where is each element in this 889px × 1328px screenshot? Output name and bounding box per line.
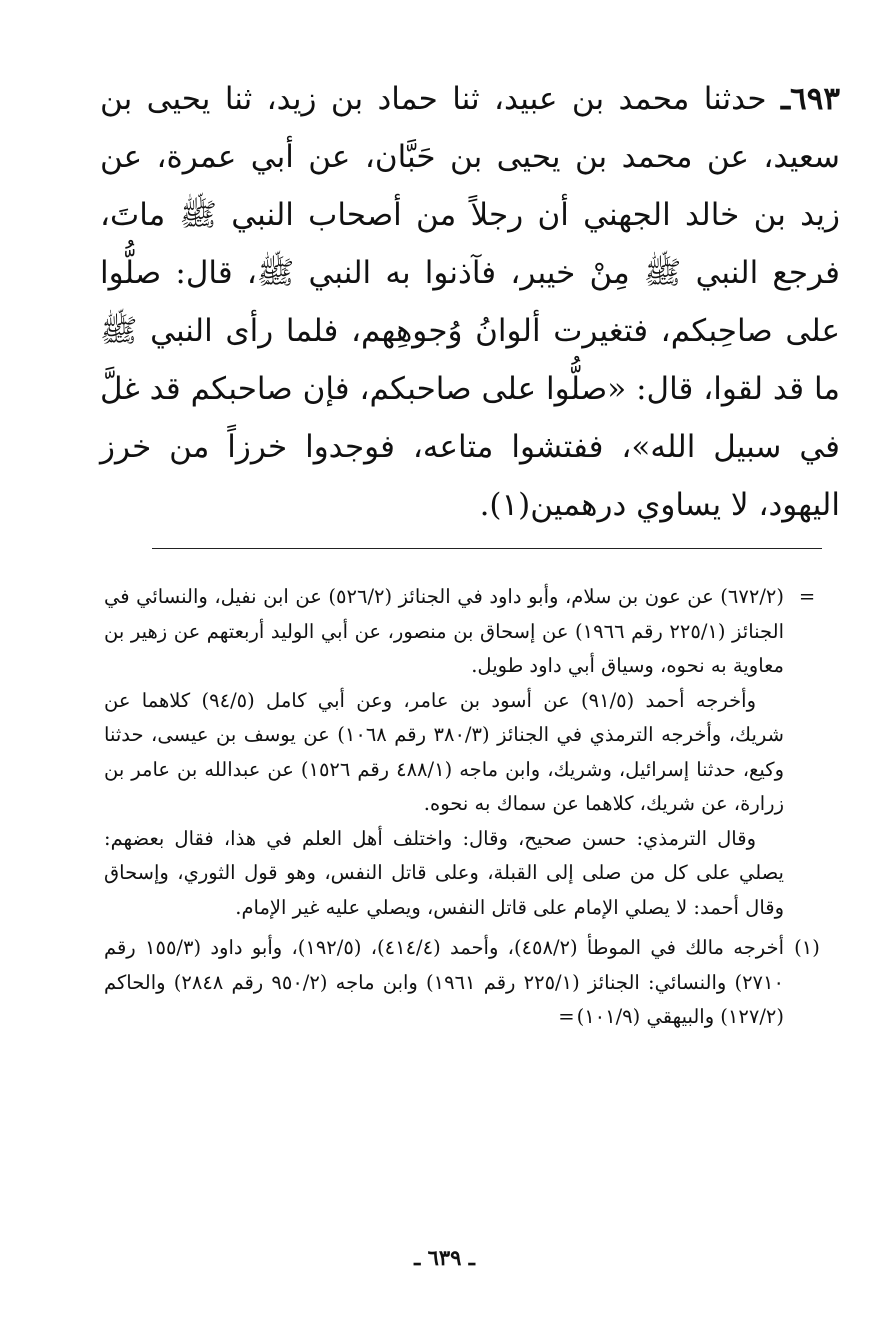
hadith-number: ٦٩٣ـ xyxy=(780,81,840,117)
footnote-paragraph: وأخرجه أحمد (٩١/٥) عن أسود بن عامر، وعن أبي كامل (٩٤/٥) كلاهما عن شريك، وأخرجه الترمذي في الجنائز (٣٨٠/٣ رقم ١٠٦٨) عن يوسف بن عيسى، حدثنا وكيع، حدثنا إسرائيل، وشريك، وابن ماجه (٤٨٨/١ رقم ١٥٢٦) عن عبدالله بن عامر بن زرارة، عن شريك، كلاهما عن سماك به نحوه. xyxy=(104,688,784,815)
footnote-continues-marker: = xyxy=(558,1005,575,1028)
hadith-paragraph xyxy=(100,70,840,534)
footnote-separator xyxy=(152,548,822,549)
hadith-body: حدثنا محمد بن عبيد، ثنا حماد بن زيد، ثنا يحيى بن سعيد، عن محمد بن يحيى بن حَبَّان، عن أبي عمرة، عن زيد بن خالد الجهني أن رجلاً من أصحاب النبي ﷺ ماتَ، فرجع النبي ﷺ مِنْ خيبر، فآذنوا به النبي ﷺ، قال: صلُّوا على صاحِبكم، فتغيرت ألوانُ وُجوهِهم، فلما رأى النبي ﷺ ما قد لقوا، قال: «صلُّوا على صاحبكم، فإن صاحبكم قد غلَّ في سبيل الله»، ففتشوا متاعه، فوجدوا خرزاً من خرز اليهود، لا يساوي درهمين(١). xyxy=(100,81,840,523)
footnote-continuation xyxy=(104,580,824,925)
footnote-paragraph: (٦٧٢/٢) عن عون بن سلام، وأبو داود في الجنائز (٥٢٦/٢) عن ابن نفيل، والنسائي في الجنائز (٢٢٥/١ رقم ١٩٦٦) عن إسحاق بن منصور، عن أبي الوليد أربعتهم عن زهير بن معاوية به نحوه، وسياق أبي داود طويل. xyxy=(104,585,785,677)
page-number: ـ ٦٣٩ ـ xyxy=(414,1245,475,1270)
continuation-marker: = xyxy=(798,585,816,608)
hadith-main-text xyxy=(100,70,840,534)
footnote-paragraph: وقال الترمذي: حسن صحيح، وقال: واختلف أهل العلم في هذا، فقال بعضهم: يصلي على كل من صلى إلى القبلة، وعلى قاتل النفس، وهو قول الثوري، وإسحاق وقال أحمد: لا يصلي الإمام على قاتل النفس، ويصلي عليه غير الإمام. xyxy=(104,826,784,919)
footnote-1 xyxy=(104,931,824,1035)
footnote-1-marker: (١) xyxy=(794,936,820,959)
footnotes xyxy=(104,580,824,1035)
footnote-paragraph xyxy=(104,931,784,1035)
footnote-1-text: أخرجه مالك في الموطأ (٤٥٨/٢)، وأحمد (٤١٤/٤)، (١٩٢/٥)، وأبو داود (١٥٥/٣ رقم ٢٧١٠) والنسائي: الجنائز (٢٢٥/١ رقم ١٩٦١) وابن ماجه (٩٥٠/٢ رقم ٢٨٤٨) والحاكم (١٢٧/٢) والبيهقي (١٠١/٩) xyxy=(104,936,784,1028)
